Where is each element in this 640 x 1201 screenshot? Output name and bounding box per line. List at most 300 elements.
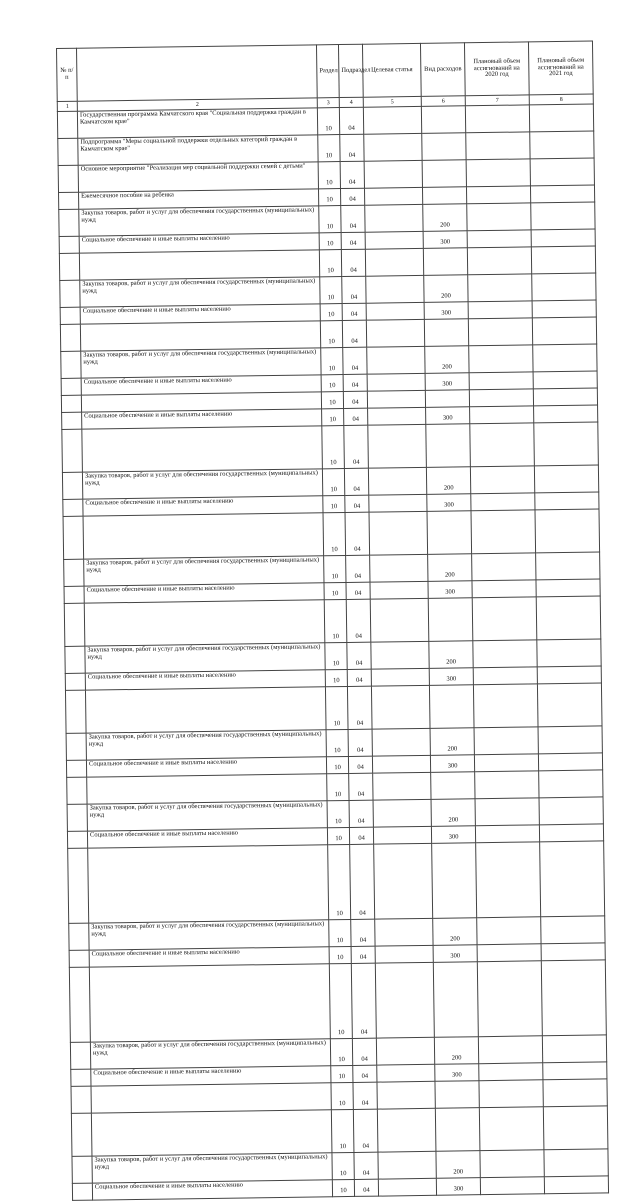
row-section: 10 bbox=[320, 321, 342, 348]
column-number: 4 bbox=[339, 97, 363, 107]
row-subsection: 04 bbox=[345, 512, 370, 555]
row-target-article bbox=[369, 511, 428, 555]
row-section: 10 bbox=[332, 1152, 354, 1179]
row-name: Закупка товаров, работ и услуг для обеспечения государственных (муниципальных) нужд bbox=[80, 277, 320, 307]
row-section: 10 bbox=[321, 375, 343, 392]
header-row bbox=[57, 41, 594, 101]
row-expense-type: 300 bbox=[429, 668, 473, 686]
row-subsection: 04 bbox=[343, 391, 367, 408]
row-number bbox=[62, 472, 82, 499]
row-subsection: 04 bbox=[349, 773, 373, 800]
header-number: № п/п bbox=[57, 48, 78, 101]
row-amount-2021 bbox=[531, 229, 595, 247]
row-amount-2021 bbox=[533, 388, 597, 406]
row-amount-2020 bbox=[467, 247, 531, 275]
row-subsection: 04 bbox=[342, 320, 366, 347]
row-amount-2021 bbox=[537, 666, 601, 684]
row-name bbox=[80, 321, 320, 351]
row-amount-2021 bbox=[539, 770, 603, 798]
row-section: 10 bbox=[327, 773, 349, 800]
row-amount-2020 bbox=[469, 389, 533, 407]
row-subsection: 04 bbox=[349, 800, 373, 827]
row-section: 10 bbox=[318, 162, 340, 189]
row-section: 10 bbox=[318, 189, 340, 206]
row-amount-2020 bbox=[468, 318, 532, 346]
row-amount-2020 bbox=[466, 132, 530, 160]
row-amount-2020 bbox=[474, 727, 538, 755]
row-name: Закупка товаров, работ и услуг для обеспечения государственных (муниципальных) нужд bbox=[85, 643, 325, 673]
row-section: 10 bbox=[321, 348, 343, 375]
header-amount-2021: Плановый объем ассигнований на 2021 год bbox=[528, 41, 593, 95]
row-expense-type bbox=[421, 106, 465, 134]
row-target-article bbox=[364, 133, 422, 161]
row-amount-2020 bbox=[479, 1107, 544, 1151]
row-section: 10 bbox=[324, 600, 347, 643]
row-section: 10 bbox=[329, 946, 351, 963]
row-expense-type: 300 bbox=[423, 231, 467, 249]
row-name: Закупка товаров, работ и услуг для обеспечения государственных (муниципальных) нужд bbox=[79, 206, 319, 236]
row-section: 10 bbox=[327, 800, 349, 827]
column-number: 5 bbox=[363, 96, 421, 107]
row-target-article bbox=[365, 204, 423, 232]
table-row bbox=[62, 422, 599, 472]
row-amount-2021 bbox=[544, 1176, 608, 1194]
row-target-article bbox=[374, 843, 433, 919]
row-amount-2020 bbox=[474, 754, 538, 772]
row-expense-type: 300 bbox=[426, 407, 470, 425]
row-section: 10 bbox=[328, 844, 351, 919]
row-number bbox=[59, 236, 79, 253]
row-amount-2020 bbox=[479, 1080, 543, 1108]
row-section: 10 bbox=[321, 392, 343, 409]
row-amount-2021 bbox=[529, 104, 593, 132]
row-expense-type: 300 bbox=[427, 494, 471, 512]
row-expense-type bbox=[422, 187, 466, 205]
row-amount-2020 bbox=[473, 640, 537, 668]
row-amount-2020 bbox=[475, 798, 539, 826]
row-expense-type: 200 bbox=[429, 641, 473, 669]
row-subsection: 04 bbox=[349, 827, 373, 844]
row-target-article bbox=[366, 319, 424, 347]
row-name bbox=[79, 250, 319, 280]
row-target-article bbox=[373, 799, 431, 827]
row-amount-2021 bbox=[543, 1062, 607, 1080]
row-section: 10 bbox=[327, 827, 349, 844]
row-number bbox=[58, 165, 78, 192]
row-amount-2020 bbox=[465, 105, 529, 133]
row-target-article bbox=[375, 945, 433, 963]
row-section: 10 bbox=[331, 1109, 354, 1152]
row-amount-2020 bbox=[477, 961, 542, 1037]
row-name: Закупка товаров, работ и услуг для обеспечения государственных (муниципальных) нужд bbox=[89, 920, 329, 950]
row-amount-2020 bbox=[478, 1036, 542, 1064]
row-expense-type bbox=[423, 248, 467, 276]
row-amount-2021 bbox=[533, 344, 597, 372]
row-subsection: 04 bbox=[348, 756, 372, 773]
row-target-article bbox=[373, 826, 431, 844]
row-number bbox=[69, 950, 89, 967]
row-subsection: 04 bbox=[340, 161, 364, 188]
row-section: 10 bbox=[332, 1179, 354, 1196]
header-name bbox=[77, 45, 318, 101]
row-number bbox=[59, 192, 79, 209]
row-subsection: 04 bbox=[347, 669, 371, 686]
row-section: 10 bbox=[320, 304, 342, 321]
row-amount-2021 bbox=[540, 841, 605, 917]
row-number bbox=[65, 646, 85, 673]
row-subsection: 04 bbox=[353, 1065, 377, 1082]
header-section: Раздел bbox=[316, 45, 339, 98]
row-subsection: 04 bbox=[351, 946, 375, 963]
row-amount-2020 bbox=[468, 274, 532, 302]
row-amount-2021 bbox=[541, 960, 606, 1036]
row-expense-type: 300 bbox=[430, 755, 474, 773]
row-amount-2021 bbox=[543, 1106, 608, 1150]
row-amount-2021 bbox=[530, 158, 594, 186]
row-name: Социальное обеспечение и иные выплаты населению bbox=[82, 409, 322, 429]
row-subsection: 04 bbox=[345, 495, 369, 512]
row-number bbox=[57, 111, 77, 138]
row-amount-2021 bbox=[539, 797, 603, 825]
row-name: Социальное обеспечение и иные выплаты населению bbox=[81, 375, 321, 395]
row-target-article bbox=[370, 598, 429, 642]
row-amount-2021 bbox=[532, 273, 596, 301]
row-section: 10 bbox=[319, 233, 341, 250]
row-amount-2020 bbox=[473, 684, 538, 728]
header-expense-type: Вид расходов bbox=[420, 43, 465, 97]
row-section: 10 bbox=[319, 206, 341, 233]
row-expense-type bbox=[425, 390, 469, 408]
row-amount-2021 bbox=[531, 246, 595, 274]
table-row bbox=[65, 683, 602, 733]
column-number: 3 bbox=[317, 98, 339, 108]
row-number bbox=[59, 209, 79, 236]
row-target-article bbox=[366, 302, 424, 320]
row-number bbox=[61, 395, 81, 412]
row-amount-2020 bbox=[477, 917, 541, 945]
row-target-article bbox=[364, 187, 422, 205]
row-expense-type bbox=[432, 843, 477, 919]
row-name: Социальное обеспечение и иные выплаты населению bbox=[91, 1066, 331, 1086]
row-expense-type: 300 bbox=[428, 581, 472, 599]
row-section: 10 bbox=[320, 277, 342, 304]
row-expense-type: 200 bbox=[433, 918, 477, 946]
row-subsection: 04 bbox=[342, 276, 366, 303]
row-name: Социальное обеспечение и иные выплаты населению bbox=[87, 828, 327, 848]
row-expense-type bbox=[429, 685, 474, 729]
row-amount-2021 bbox=[538, 753, 602, 771]
row-subsection: 04 bbox=[352, 1038, 376, 1065]
row-amount-2020 bbox=[471, 510, 536, 554]
row-target-article bbox=[363, 106, 421, 134]
row-target-article bbox=[371, 685, 430, 729]
row-expense-type: 200 bbox=[436, 1151, 480, 1179]
row-name: Подпрограмма "Меры социальной поддержки отдельных категорий граждан в Камчатском крае" bbox=[78, 135, 318, 165]
row-expense-type: 300 bbox=[435, 1064, 479, 1082]
column-number: 8 bbox=[529, 94, 593, 105]
row-name: Социальное обеспечение и иные выплаты населению bbox=[86, 757, 326, 777]
row-number bbox=[66, 733, 86, 760]
row-amount-2020 bbox=[470, 406, 534, 424]
row-amount-2020 bbox=[470, 466, 534, 494]
header-amount-2020: Плановый объем ассигнований на 2020 год bbox=[464, 42, 529, 96]
row-expense-type: 300 bbox=[425, 373, 469, 391]
row-name: Социальное обеспечение и иные выплаты населению bbox=[84, 583, 324, 603]
row-target-article bbox=[368, 467, 426, 495]
row-expense-type: 300 bbox=[436, 1178, 480, 1196]
row-name: Закупка товаров, работ и услуг для обеспечения государственных (муниципальных) нужд bbox=[86, 730, 326, 760]
row-name bbox=[89, 964, 330, 1042]
row-subsection: 04 bbox=[347, 686, 372, 729]
table-row bbox=[71, 1106, 608, 1156]
row-number bbox=[67, 777, 87, 804]
row-amount-2020 bbox=[467, 203, 531, 231]
row-number bbox=[64, 586, 84, 603]
row-amount-2020 bbox=[472, 597, 537, 641]
row-expense-type bbox=[422, 160, 466, 188]
row-amount-2021 bbox=[532, 300, 596, 318]
row-target-article bbox=[373, 772, 431, 800]
row-amount-2021 bbox=[530, 185, 594, 203]
row-subsection: 04 bbox=[346, 555, 370, 582]
row-number bbox=[71, 1113, 92, 1156]
row-amount-2021 bbox=[530, 131, 594, 159]
row-number bbox=[65, 690, 86, 733]
row-amount-2020 bbox=[470, 423, 535, 467]
row-subsection: 04 bbox=[346, 582, 370, 599]
row-section: 10 bbox=[329, 963, 352, 1038]
row-amount-2020 bbox=[468, 301, 532, 319]
row-subsection: 04 bbox=[344, 408, 368, 425]
row-name bbox=[87, 774, 327, 804]
row-name bbox=[91, 1083, 331, 1113]
row-amount-2020 bbox=[467, 230, 531, 248]
row-amount-2020 bbox=[471, 493, 535, 511]
row-name: Социальное обеспечение и иные выплаты населению bbox=[85, 670, 325, 690]
row-subsection: 04 bbox=[340, 188, 364, 205]
budget-table bbox=[56, 41, 609, 1201]
row-name: Закупка товаров, работ и услуг для обеспечения государственных (муниципальных) нужд bbox=[82, 469, 322, 499]
row-section: 10 bbox=[323, 496, 345, 513]
row-target-article bbox=[371, 668, 429, 686]
row-target-article bbox=[370, 554, 428, 582]
row-name bbox=[84, 600, 325, 646]
row-target-article bbox=[366, 275, 424, 303]
row-subsection: 04 bbox=[339, 107, 363, 134]
table-row bbox=[64, 596, 601, 646]
row-amount-2020 bbox=[469, 345, 533, 373]
row-target-article bbox=[365, 231, 423, 249]
row-name: Социальное обеспечение и иные выплаты населению bbox=[92, 1180, 332, 1200]
row-amount-2021 bbox=[533, 371, 597, 389]
table-body bbox=[57, 104, 608, 1200]
row-amount-2021 bbox=[541, 916, 605, 944]
row-section: 10 bbox=[323, 513, 346, 556]
row-subsection: 04 bbox=[341, 205, 365, 232]
row-subsection: 04 bbox=[354, 1152, 378, 1179]
row-name: Социальное обеспечение и иные выплаты населению bbox=[80, 304, 320, 324]
row-subsection: 04 bbox=[342, 303, 366, 320]
row-subsection: 04 bbox=[341, 232, 365, 249]
row-expense-type: 300 bbox=[433, 945, 477, 963]
row-amount-2020 bbox=[477, 944, 541, 962]
row-amount-2020 bbox=[479, 1063, 543, 1081]
row-subsection: 04 bbox=[346, 599, 371, 642]
row-expense-type bbox=[427, 511, 472, 555]
row-target-article bbox=[367, 373, 425, 391]
row-section: 10 bbox=[326, 729, 348, 756]
row-target-article bbox=[365, 248, 423, 276]
row-amount-2021 bbox=[536, 596, 601, 640]
row-name: Государственная программа Камчатского края "Социальная поддержка граждан в Камчатском крае" bbox=[77, 108, 317, 138]
row-name: Ежемесячное пособие на ребенка bbox=[79, 189, 319, 209]
row-amount-2021 bbox=[535, 509, 600, 553]
row-amount-2020 bbox=[480, 1177, 544, 1195]
row-amount-2020 bbox=[472, 553, 536, 581]
row-target-article bbox=[367, 346, 425, 374]
row-number bbox=[65, 673, 85, 690]
row-expense-type bbox=[431, 772, 475, 800]
row-section: 10 bbox=[324, 556, 346, 583]
row-target-article bbox=[364, 160, 422, 188]
row-expense-type: 300 bbox=[424, 302, 468, 320]
row-target-article bbox=[376, 1037, 434, 1065]
row-subsection: 04 bbox=[354, 1179, 378, 1196]
row-amount-2020 bbox=[475, 771, 539, 799]
row-expense-type: 200 bbox=[425, 346, 469, 374]
row-number bbox=[68, 848, 89, 923]
row-subsection: 04 bbox=[341, 249, 365, 276]
table-row bbox=[68, 841, 605, 923]
row-amount-2021 bbox=[538, 726, 602, 754]
row-number bbox=[58, 138, 78, 165]
header-subsection: Подраздел bbox=[338, 44, 363, 97]
row-number bbox=[67, 831, 87, 848]
row-amount-2020 bbox=[473, 667, 537, 685]
row-expense-type bbox=[435, 1108, 480, 1152]
row-section: 10 bbox=[322, 409, 344, 426]
row-subsection: 04 bbox=[343, 374, 367, 391]
row-expense-type: 200 bbox=[434, 1037, 478, 1065]
row-expense-type: 200 bbox=[430, 728, 474, 756]
row-expense-type bbox=[426, 424, 471, 468]
row-name: Закупка товаров, работ и услуг для обеспечения государственных (муниципальных) нужд bbox=[81, 348, 321, 378]
row-section: 10 bbox=[317, 108, 339, 135]
row-target-article bbox=[367, 390, 425, 408]
row-number bbox=[62, 429, 83, 472]
table-row bbox=[69, 960, 606, 1042]
row-amount-2021 bbox=[535, 492, 599, 510]
row-subsection: 04 bbox=[351, 963, 376, 1038]
row-expense-type bbox=[435, 1081, 479, 1109]
row-amount-2021 bbox=[544, 1149, 608, 1177]
row-name bbox=[91, 1110, 332, 1156]
row-name bbox=[82, 426, 323, 472]
row-amount-2020 bbox=[469, 372, 533, 390]
row-number bbox=[71, 1069, 91, 1086]
row-number bbox=[62, 412, 82, 429]
row-subsection: 04 bbox=[343, 347, 367, 374]
row-name bbox=[85, 687, 326, 733]
row-amount-2021 bbox=[537, 639, 601, 667]
row-number bbox=[69, 967, 90, 1042]
row-subsection: 04 bbox=[350, 844, 375, 919]
row-subsection: 04 bbox=[347, 642, 371, 669]
row-subsection: 04 bbox=[344, 468, 368, 495]
row-expense-type: 200 bbox=[431, 799, 475, 827]
row-section: 10 bbox=[322, 426, 345, 469]
row-amount-2021 bbox=[536, 579, 600, 597]
row-section: 10 bbox=[330, 1038, 352, 1065]
row-expense-type: 200 bbox=[424, 275, 468, 303]
row-number bbox=[63, 499, 83, 516]
row-name: Социальное обеспечение и иные выплаты населению bbox=[89, 947, 329, 967]
row-number bbox=[60, 307, 80, 324]
scanned-sheet bbox=[56, 41, 608, 1201]
row-target-article bbox=[371, 641, 429, 669]
row-section: 10 bbox=[318, 135, 340, 162]
row-number bbox=[66, 760, 86, 777]
row-amount-2021 bbox=[542, 1035, 606, 1063]
row-target-article bbox=[370, 581, 428, 599]
row-target-article bbox=[369, 494, 427, 512]
row-number bbox=[61, 378, 81, 395]
row-number bbox=[71, 1086, 91, 1113]
row-name: Закупка товаров, работ и услуг для обеспечения государственных (муниципальных) нужд bbox=[92, 1153, 332, 1183]
row-target-article bbox=[372, 728, 430, 756]
row-target-article bbox=[377, 1064, 435, 1082]
row-subsection: 04 bbox=[348, 729, 372, 756]
row-expense-type bbox=[422, 133, 466, 161]
row-amount-2021 bbox=[543, 1079, 607, 1107]
row-section: 10 bbox=[319, 250, 341, 277]
row-name: Закупка товаров, работ и услуг для обеспечения государственных (муниципальных) нужд bbox=[90, 1039, 330, 1069]
header-target-article: Целевая статья bbox=[362, 43, 421, 97]
row-amount-2021 bbox=[539, 824, 603, 842]
row-subsection: 04 bbox=[344, 425, 369, 468]
row-number bbox=[72, 1156, 92, 1183]
row-amount-2021 bbox=[537, 683, 602, 727]
column-number: 1 bbox=[57, 101, 77, 111]
row-amount-2021 bbox=[534, 422, 599, 466]
row-expense-type bbox=[424, 319, 468, 347]
row-target-article bbox=[372, 755, 430, 773]
row-name: Социальное обеспечение и иные выплаты населению bbox=[83, 496, 323, 516]
row-expense-type: 300 bbox=[431, 826, 475, 844]
row-number bbox=[70, 1042, 90, 1069]
row-section: 10 bbox=[322, 469, 344, 496]
row-amount-2021 bbox=[536, 552, 600, 580]
row-section: 10 bbox=[331, 1065, 353, 1082]
row-name: Основное мероприятие "Реализация мер социальной поддержки семей с детьми" bbox=[78, 162, 318, 192]
row-expense-type bbox=[433, 962, 478, 1038]
row-subsection: 04 bbox=[340, 134, 364, 161]
row-amount-2020 bbox=[466, 159, 530, 187]
row-subsection: 04 bbox=[353, 1082, 377, 1109]
row-number bbox=[64, 603, 85, 646]
row-expense-type: 200 bbox=[428, 554, 472, 582]
row-amount-2021 bbox=[531, 202, 595, 230]
row-section: 10 bbox=[324, 583, 346, 600]
row-name: Социальное обеспечение и иные выплаты населению bbox=[79, 233, 319, 253]
row-name: Закупка товаров, работ и услуг для обеспечения государственных (муниципальных) нужд bbox=[84, 556, 324, 586]
row-number bbox=[63, 516, 84, 559]
row-name bbox=[83, 513, 324, 559]
table-row bbox=[63, 509, 600, 559]
row-target-article bbox=[377, 1108, 436, 1152]
row-target-article bbox=[375, 918, 433, 946]
column-number: 2 bbox=[77, 98, 317, 111]
